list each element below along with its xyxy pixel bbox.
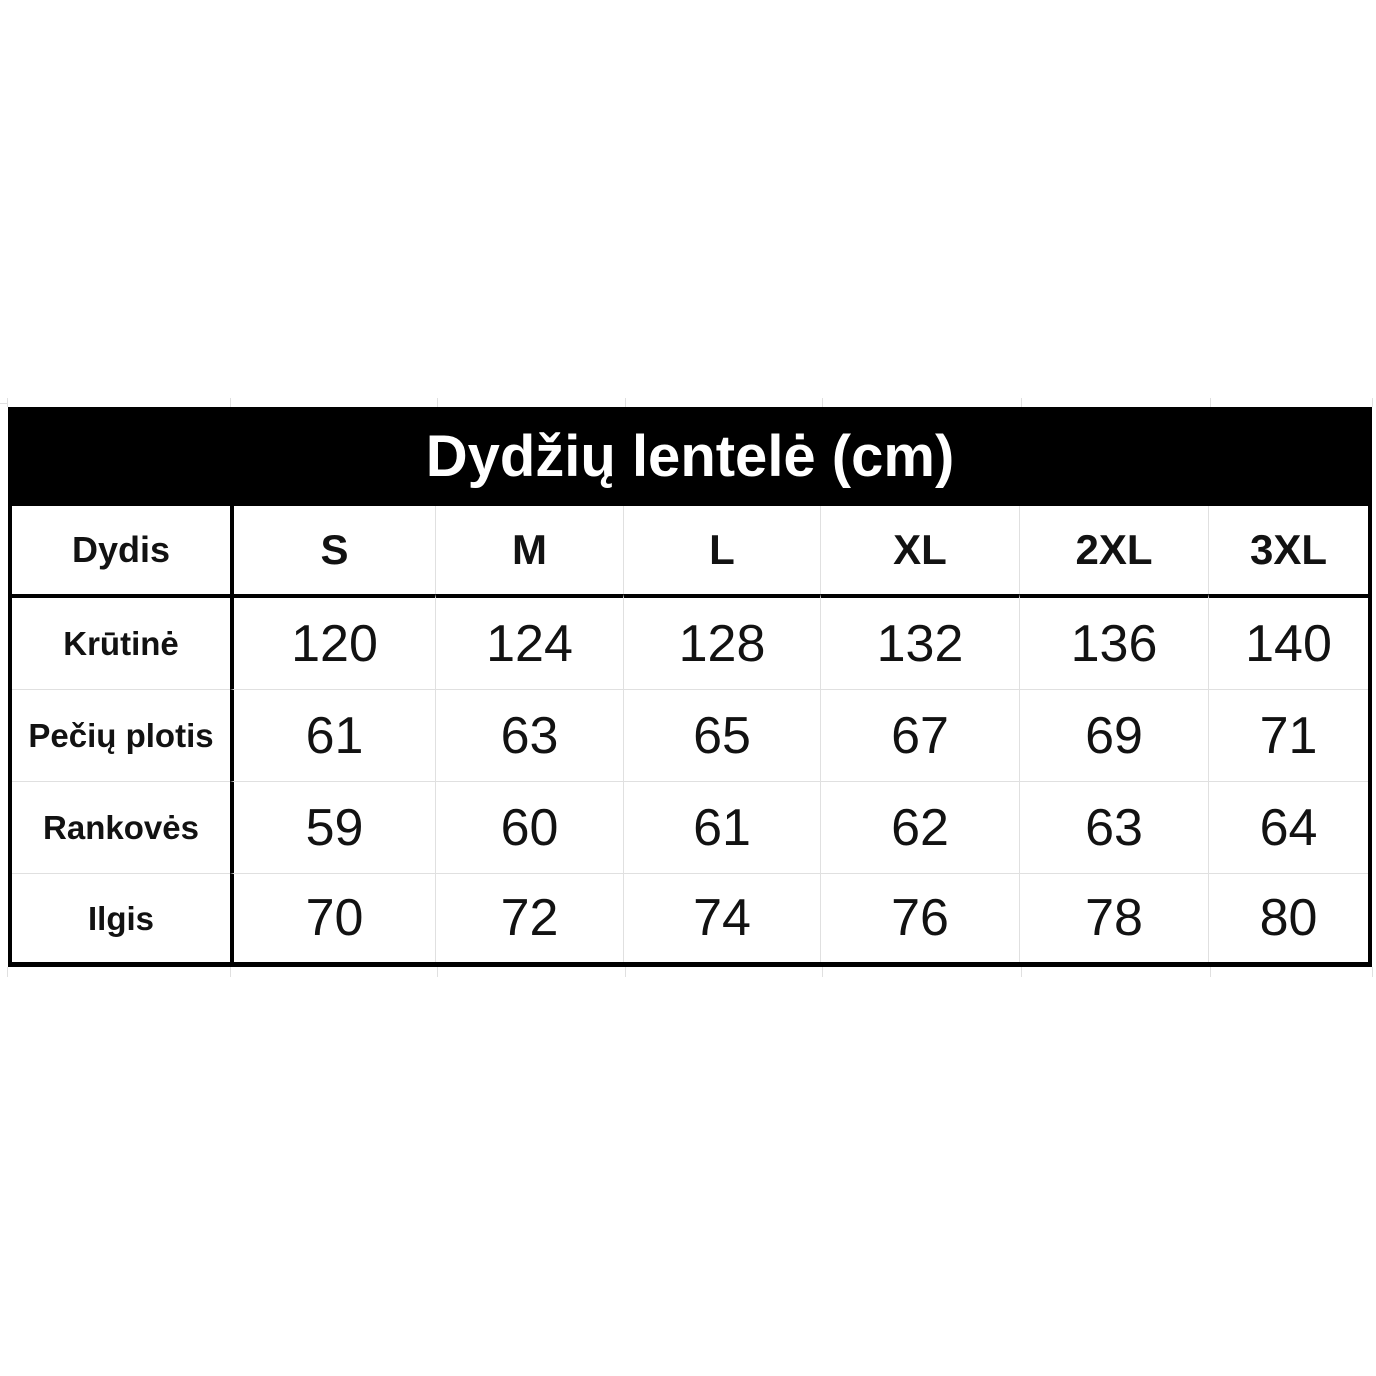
value-cell: 61 xyxy=(623,781,820,873)
size-grid xyxy=(12,506,1368,962)
value-cell: 124 xyxy=(435,594,623,689)
gridline-stub xyxy=(437,967,438,977)
value-cell: 69 xyxy=(1019,689,1208,781)
value-cell: 132 xyxy=(820,594,1019,689)
row-label-ilgis: Ilgis xyxy=(12,873,230,962)
value-cell: 61 xyxy=(230,689,435,781)
gridline-stub xyxy=(822,398,823,407)
value-cell: 60 xyxy=(435,781,623,873)
size-chart-table xyxy=(8,407,1372,967)
gridline-stub xyxy=(230,967,231,977)
gridline-stub xyxy=(1021,967,1022,977)
row-label-rankoves: Rankovės xyxy=(12,781,230,873)
value-cell: 80 xyxy=(1208,873,1368,962)
size-header-l: L xyxy=(623,506,820,594)
size-header-xl: XL xyxy=(820,506,1019,594)
value-cell: 120 xyxy=(230,594,435,689)
value-cell: 136 xyxy=(1019,594,1208,689)
value-cell: 76 xyxy=(820,873,1019,962)
gridline-stub xyxy=(1372,967,1373,977)
value-cell: 72 xyxy=(435,873,623,962)
gridline-stub xyxy=(437,398,438,407)
value-cell: 128 xyxy=(623,594,820,689)
gridline-stub xyxy=(1210,967,1211,977)
size-header-3xl: 3XL xyxy=(1208,506,1368,594)
value-cell: 64 xyxy=(1208,781,1368,873)
gridline-stub xyxy=(7,967,8,977)
value-cell: 62 xyxy=(820,781,1019,873)
value-cell: 140 xyxy=(1208,594,1368,689)
corner-header-dydis: Dydis xyxy=(12,506,230,594)
gridline-stub xyxy=(1372,398,1373,407)
value-cell: 67 xyxy=(820,689,1019,781)
gridline-stub xyxy=(625,398,626,407)
value-cell: 78 xyxy=(1019,873,1208,962)
gridline-stub xyxy=(1021,398,1022,407)
size-header-2xl: 2XL xyxy=(1019,506,1208,594)
gridline-stub xyxy=(230,398,231,407)
size-header-m: M xyxy=(435,506,623,594)
table-title-bar xyxy=(12,407,1368,506)
value-cell: 63 xyxy=(435,689,623,781)
value-cell: 63 xyxy=(1019,781,1208,873)
table-title: Dydžių lentelė (cm) xyxy=(425,424,955,489)
value-cell: 70 xyxy=(230,873,435,962)
row-label-peciu-plotis: Pečių plotis xyxy=(12,689,230,781)
size-header-s: S xyxy=(230,506,435,594)
value-cell: 59 xyxy=(230,781,435,873)
gridline-stub xyxy=(822,967,823,977)
value-cell: 71 xyxy=(1208,689,1368,781)
value-cell: 74 xyxy=(623,873,820,962)
gridline-stub xyxy=(0,403,8,404)
gridline-stub xyxy=(625,967,626,977)
value-cell: 65 xyxy=(623,689,820,781)
gridline-stub xyxy=(1210,398,1211,407)
row-label-krutine: Krūtinė xyxy=(12,594,230,689)
